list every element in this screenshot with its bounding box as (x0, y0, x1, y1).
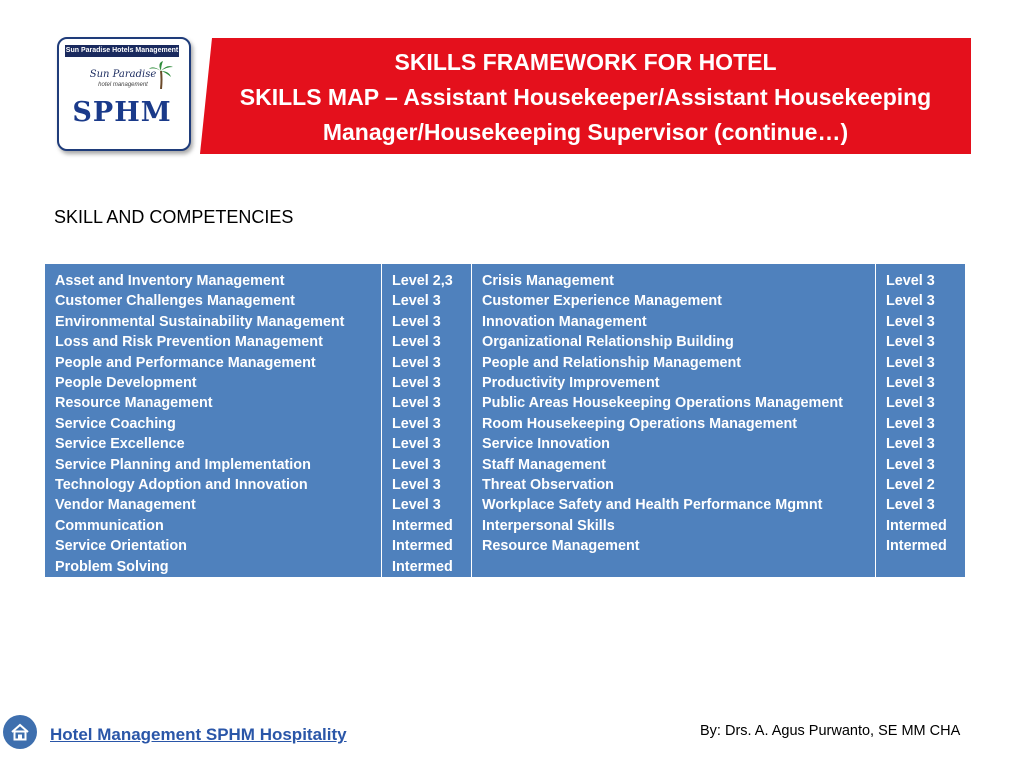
level-item: Level 3 (392, 395, 441, 412)
title-line-3: Manager/Housekeeping Supervisor (continue…) (322, 119, 849, 145)
logo-script-text: Sun Paradise (89, 69, 157, 80)
title-line-2: SKILLS MAP – Assistant Housekeeper/Assistant Housekeeping (239, 84, 932, 110)
logo-main-text: SPHM (72, 97, 172, 128)
level-item: Level 3 (886, 395, 935, 412)
right-levels-cell (876, 264, 966, 578)
sphm-logo (57, 37, 191, 151)
section-heading: SKILL AND COMPETENCIES (54, 207, 294, 227)
level-item: Level 3 (392, 375, 441, 392)
level-item: Level 3 (392, 477, 441, 494)
logo-banner-text: Sun Paradise Hotels Management (65, 45, 179, 57)
level-item: Level 3 (886, 273, 935, 289)
list-item: Service Coaching (55, 415, 176, 432)
logo-tagline: hotel management (98, 82, 148, 88)
left-skills-cell (45, 264, 382, 578)
list-item: Organizational Relationship Building (482, 334, 734, 351)
list-item: Interpersonal Skills (482, 517, 615, 534)
list-item: Crisis Management (482, 273, 614, 289)
list-item: Service Innovation (482, 436, 610, 453)
list-item: Vendor Management (55, 497, 196, 514)
level-item: Level 3 (886, 354, 935, 371)
list-item: Service Orientation (55, 538, 187, 555)
list-item: Service Excellence (55, 436, 185, 453)
right-skills-cell (472, 264, 876, 578)
list-item: Room Housekeeping Operations Management (482, 415, 798, 432)
list-item: Productivity Improvement (482, 375, 660, 392)
list-item: Threat Observation (482, 477, 614, 494)
list-item: People Development (55, 375, 197, 392)
list-item: Resource Management (55, 395, 213, 412)
left-levels-cell (382, 264, 472, 578)
level-item: Level 2 (886, 477, 935, 494)
level-item: Intermed (886, 538, 947, 555)
title-line-1: SKILLS FRAMEWORK FOR HOTEL (394, 49, 777, 75)
skills-table (44, 263, 966, 578)
table-row (45, 264, 966, 578)
level-item: Intermed (392, 558, 453, 575)
list-item: Staff Management (482, 456, 606, 473)
list-item: Technology Adoption and Innovation (55, 477, 308, 494)
list-item: Environmental Sustainability Management (55, 313, 345, 330)
level-item: Intermed (392, 517, 453, 534)
level-item: Level 3 (886, 497, 935, 514)
level-item: Level 3 (886, 436, 935, 453)
level-item: Level 3 (392, 293, 441, 310)
list-item: People and Performance Management (55, 354, 316, 371)
level-item: Level 3 (886, 375, 935, 392)
list-item: Workplace Safety and Health Performance Mgmnt (482, 497, 823, 514)
list-item: Resource Management (482, 538, 640, 555)
level-item: Level 3 (886, 415, 935, 432)
list-item: Customer Experience Management (482, 293, 722, 310)
list-item: People and Relationship Management (482, 354, 742, 371)
list-item: Loss and Risk Prevention Management (55, 334, 323, 351)
level-item: Level 3 (392, 456, 441, 473)
home-icon-graphic (3, 715, 37, 749)
list-item: Service Planning and Implementation (55, 456, 311, 473)
level-item: Level 3 (886, 456, 935, 473)
list-item: Innovation Management (482, 313, 647, 330)
list-item: Customer Challenges Management (55, 293, 295, 310)
list-item: Asset and Inventory Management (55, 273, 285, 289)
author-credit: By: Drs. A. Agus Purwanto, SE MM CHA (700, 723, 961, 739)
level-item: Level 3 (392, 354, 441, 371)
level-item: Level 3 (392, 415, 441, 432)
level-item: Level 3 (886, 334, 935, 351)
home-icon[interactable] (3, 715, 37, 749)
level-item: Level 3 (886, 313, 935, 330)
level-item: Intermed (886, 517, 947, 534)
list-item: Problem Solving (55, 558, 169, 575)
level-item: Intermed (392, 538, 453, 555)
list-item: Public Areas Housekeeping Operations Management (482, 395, 843, 412)
level-item: Level 3 (392, 334, 441, 351)
level-item: Level 2,3 (392, 273, 453, 289)
level-item: Level 3 (392, 497, 441, 514)
page-title (200, 45, 971, 150)
level-item: Level 3 (392, 436, 441, 453)
level-item: Level 3 (392, 313, 441, 330)
list-item: Communication (55, 517, 164, 534)
footer-link[interactable]: Hotel Management SPHM Hospitality (50, 725, 347, 744)
level-item: Level 3 (886, 293, 935, 310)
